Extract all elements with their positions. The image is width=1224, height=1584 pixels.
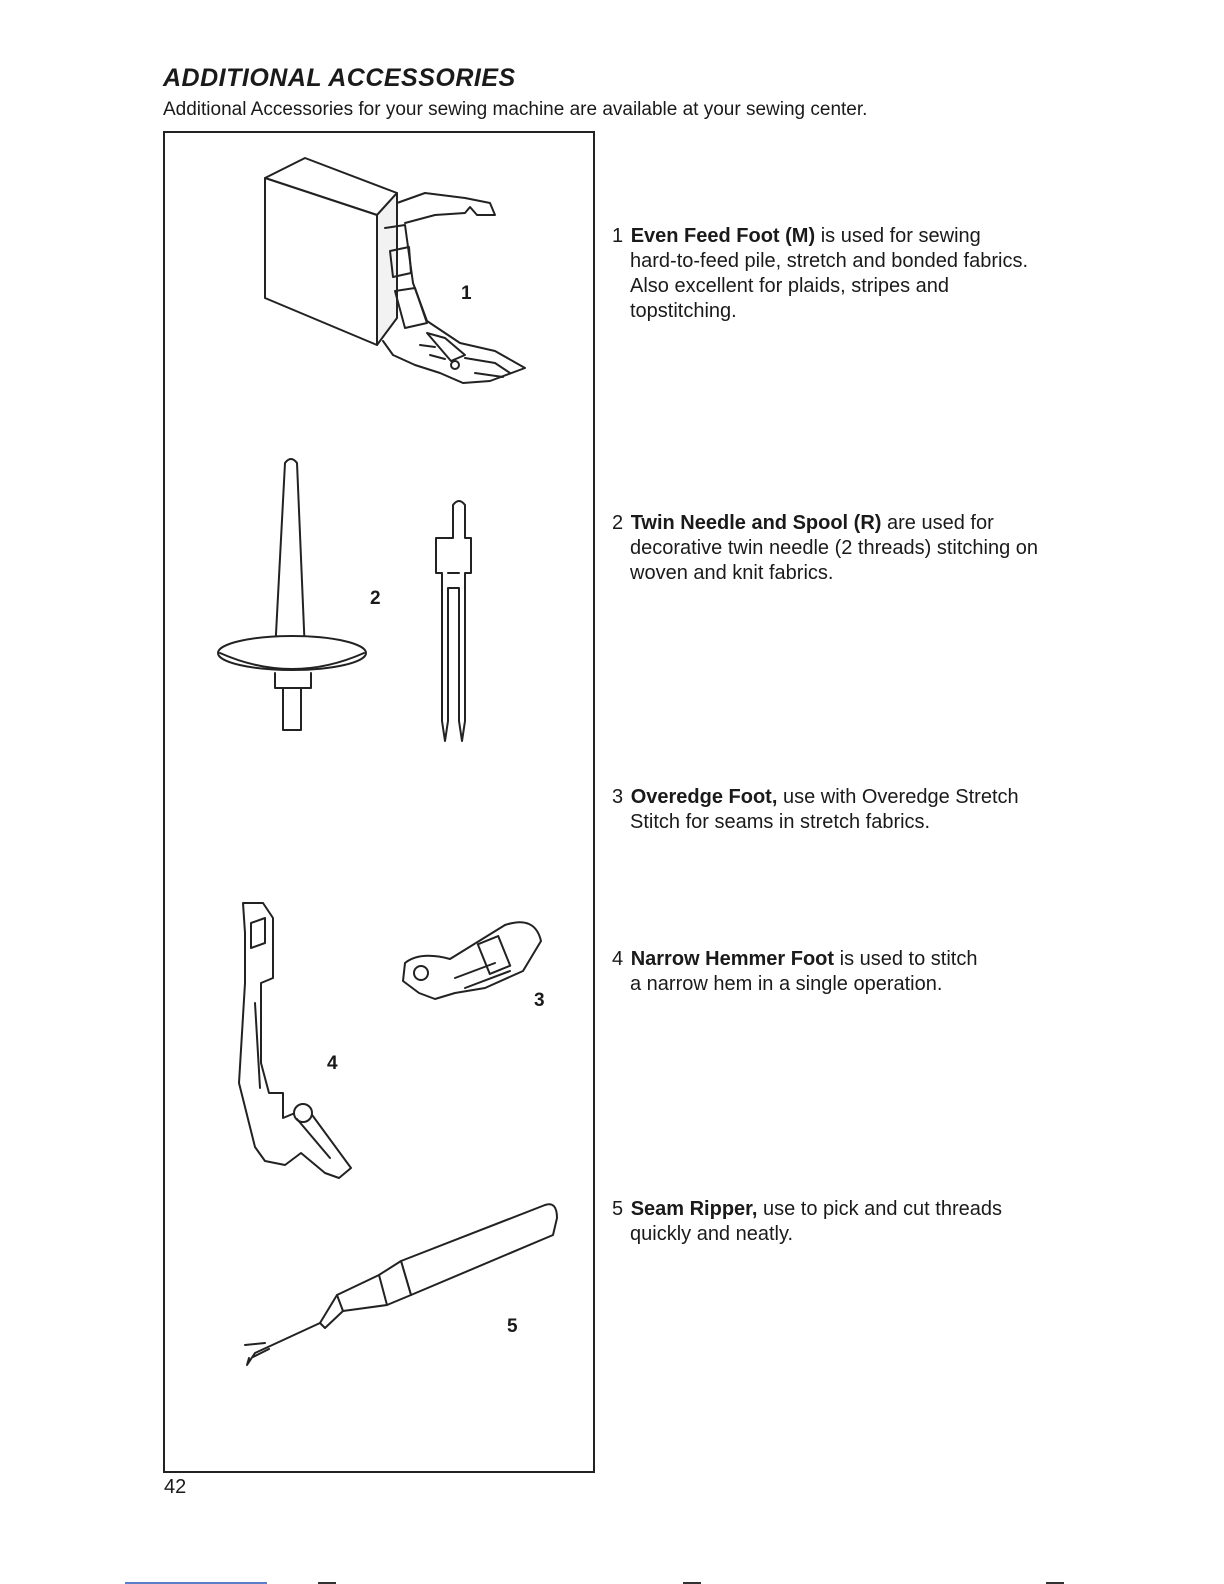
twin-needle-and-spool-drawing [218,459,471,741]
accessory-item-overedge-foot [612,785,1049,835]
accessory-item-even-feed-foot [612,224,1049,324]
item-number: 4 [612,948,624,970]
callout-4: 4 [327,1053,338,1074]
item-text: use with Overedge Stretch [777,786,1019,808]
callout-2: 2 [370,588,381,609]
item-text: use to pick and cut threads [757,1198,1002,1220]
item-continuation: a narrow hem in a single operation. [630,973,943,995]
item-name: Twin Needle and Spool (R) [630,512,882,534]
page-number: 42 [164,1476,187,1498]
overedge-foot-drawing [403,922,541,999]
item-text: is used for sewing [815,225,981,247]
seam-ripper-drawing [245,1204,557,1365]
item-continuation: quickly and neatly. [630,1223,794,1245]
item-number: 5 [612,1198,624,1220]
page-title: ADDITIONAL ACCESSORIES [163,64,516,92]
item-number: 1 [612,225,624,247]
item-name: Overedge Foot, [630,786,778,808]
item-continuation: Stitch for seams in stretch fabrics. [630,811,931,833]
accessory-item-narrow-hemmer-foot [612,947,1049,997]
accessory-item-seam-ripper [612,1197,1049,1247]
accessories-illustration [165,133,593,1471]
even-feed-foot-drawing [265,158,525,383]
callout-3: 3 [534,990,545,1011]
item-name: Seam Ripper, [630,1198,758,1220]
item-text: are used for [881,512,994,534]
item-number: 3 [612,786,624,808]
item-continuation: decorative twin needle (2 threads) stitching on woven and knit fabrics. [630,537,1039,584]
accessory-item-twin-needle-spool [612,511,1049,586]
page-subtitle: Additional Accessories for your sewing machine are available at your sewing center. [163,99,868,120]
item-continuation: hard-to-feed pile, stretch and bonded fabrics. Also excellent for plaids, stripes and topstitching. [630,250,1029,322]
item-text: is used to stitch [834,948,978,970]
item-name: Narrow Hemmer Foot [630,948,835,970]
item-name: Even Feed Foot (M) [630,225,816,247]
callout-1: 1 [461,283,472,304]
narrow-hemmer-foot-drawing [239,903,351,1178]
callout-5: 5 [507,1316,518,1337]
item-number: 2 [612,512,624,534]
accessories-illustration-box [163,131,595,1473]
